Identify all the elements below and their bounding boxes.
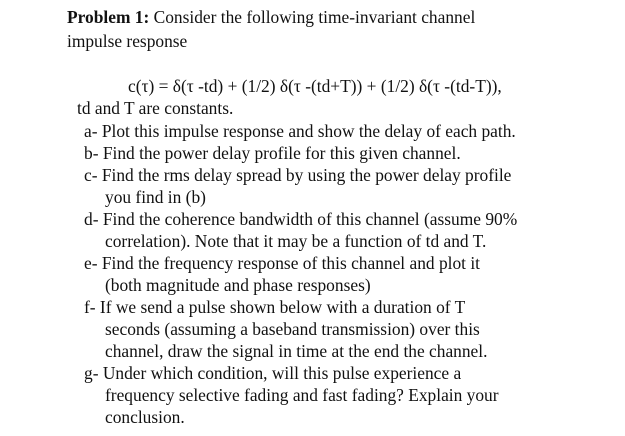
part-f-line1: f- If we send a pulse shown below with a duration of T [84, 297, 466, 317]
part-c-line2: you find in (b) [105, 187, 206, 207]
constants-note: td and T are constants. [77, 98, 234, 118]
part-f-line2: seconds (assuming a baseband transmission) over this [105, 319, 480, 339]
problem-statement-line1: Consider the following time-invariant channel [153, 7, 476, 27]
impulse-response-equation: c(τ) = δ(τ -td) + (1/2) δ(τ -(td+T)) + (1/2) δ(τ -(td-T)), [128, 76, 502, 96]
problem-title-line [67, 7, 475, 28]
part-e-line2: (both magnitude and phase responses) [105, 275, 371, 295]
part-a-line1: a- Plot this impulse response and show the delay of each path. [84, 121, 516, 141]
part-b-line1: b- Find the power delay profile for this given channel. [84, 143, 461, 163]
part-g-line2: frequency selective fading and fast fading? Explain your [105, 385, 499, 405]
part-f-line3: channel, draw the signal in time at the end the channel. [105, 341, 488, 361]
part-g-line3: conclusion. [105, 407, 185, 427]
part-g-line1: g- Under which condition, will this pulse experience a [84, 363, 462, 383]
problem-label: Problem 1: [67, 7, 150, 27]
part-d-line1: d- Find the coherence bandwidth of this channel (assume 90% [84, 209, 518, 229]
part-c-line1: c- Find the rms delay spread by using the power delay profile [84, 165, 512, 185]
part-d-line2: correlation). Note that it may be a function of td and T. [105, 231, 487, 251]
part-e-line1: e- Find the frequency response of this channel and plot it [84, 253, 481, 273]
problem-statement-line2: impulse response [67, 31, 188, 51]
